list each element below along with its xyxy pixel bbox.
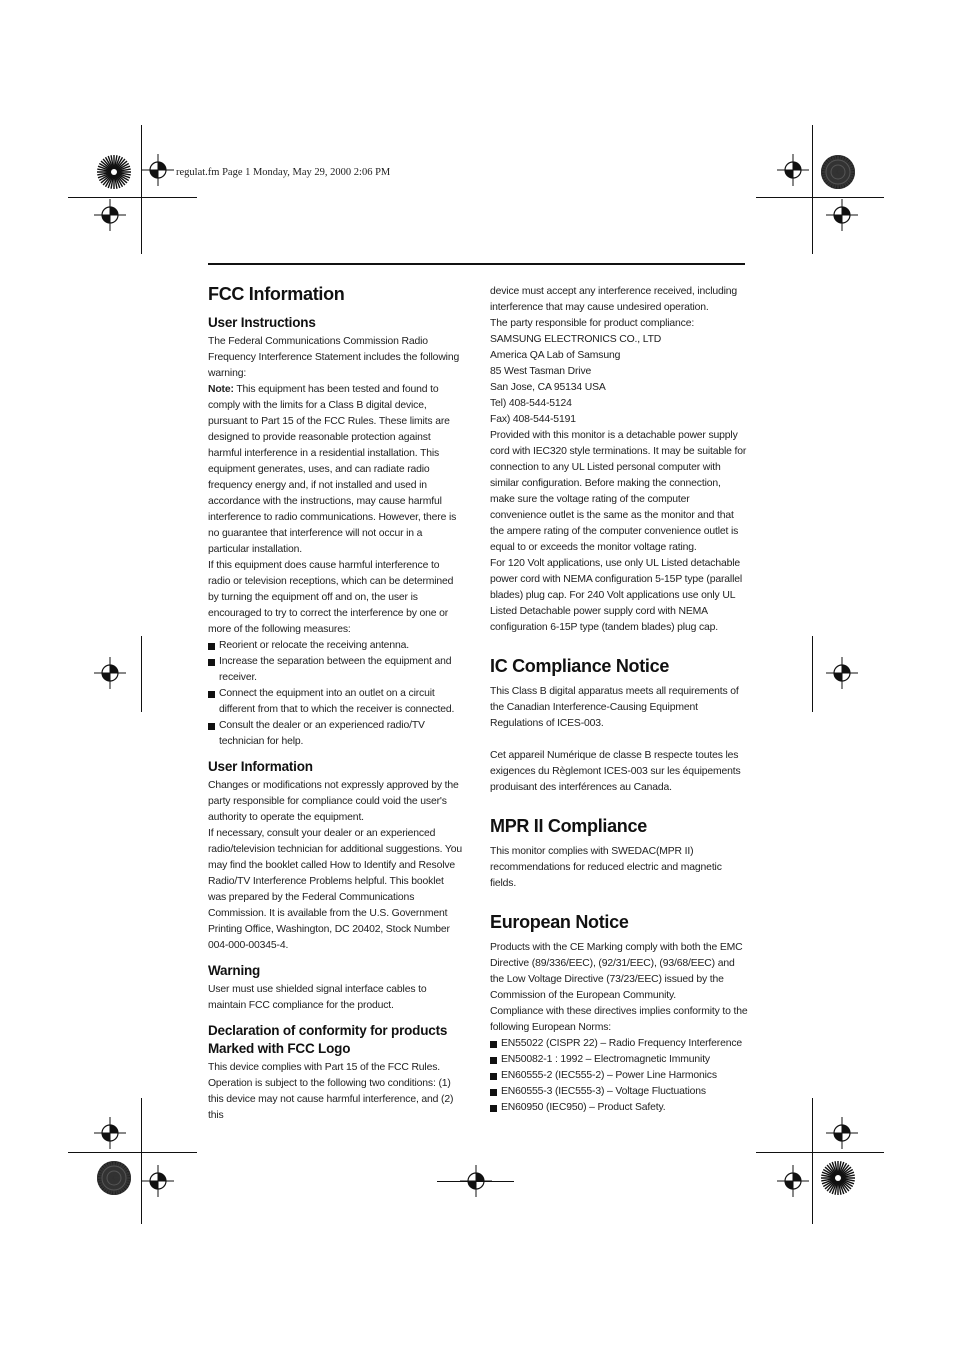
list-item: Consult the dealer or an experienced radio/TV technician for help. xyxy=(208,718,464,750)
user-information-p2: If necessary, consult your dealer or an experienced radio/television technician for additional suggestions. You may find the booklet called How to Identify and Resolve Radio/TV Interference Problems helpful. This booklet was prepared by the Federal Communications Commission. It is available from the U.S. Government Printing Office, Washington, DC 20402, Stock Number 004-000-00345-4. xyxy=(208,828,462,951)
crop-line xyxy=(756,1152,884,1153)
declaration-text: This device complies with Part 15 of the FCC Rules. Operation is subject to the following two conditions: (1) this device may not cause harmful interference, and (2) this xyxy=(208,1062,454,1121)
list-item: EN55022 (CISPR 22) – Radio Frequency Interference xyxy=(490,1036,748,1052)
address-line: America QA Lab of Samsung xyxy=(490,350,621,361)
registration-mark-icon xyxy=(824,1115,860,1151)
square-bullet-icon xyxy=(490,1089,497,1096)
fcc-if-text: If this equipment does cause harmful interference to radio or television receptions, which can be determined by turning the equipment off and on, the user is encouraged to try to correct the interference by one or more of the following measures: xyxy=(208,560,454,635)
crop-line xyxy=(812,125,813,254)
address-line: 85 West Tasman Drive xyxy=(490,366,592,377)
fcc-note xyxy=(208,382,464,558)
party-line: The party responsible for product compliance: xyxy=(490,318,695,329)
square-bullet-icon xyxy=(208,659,215,666)
registration-mark-icon xyxy=(458,1163,494,1199)
european-text2: Compliance with these directives implies conformity to the following European Norms: xyxy=(490,1006,748,1033)
ic-title: IC Compliance Notice xyxy=(490,656,670,676)
fcc-intro: The Federal Communications Commission Radio Frequency Interference Statement includes the following warning: xyxy=(208,336,460,379)
registration-mark-icon xyxy=(775,1163,811,1199)
list-item: EN60555-3 (IEC555-3) – Voltage Fluctuations xyxy=(490,1084,748,1100)
list-item: Reorient or relocate the receiving antenna. xyxy=(208,638,464,654)
note-text: This equipment has been tested and found to comply with the limits for a Class B digital device, pursuant to Part 15 of the FCC Rules. These limits are designed to provide reasonable protection against harmful interference in a residential installation. This equipment generates, uses, and can radiate radio frequency energy and, if not installed and used in accordance with the instructions, may cause harmful interference to radio communications. However, there is no guarantee that interference will not occur in a particular installation. xyxy=(208,384,457,555)
list-item: Connect the equipment into an outlet on a circuit different from that to which the receiver is connected. xyxy=(208,686,464,718)
ic-section xyxy=(490,654,748,796)
registration-mark-icon xyxy=(92,197,128,233)
mpr-title: MPR II Compliance xyxy=(490,816,647,836)
mpr-text: This monitor complies with SWEDAC(MPR II) recommendations for reduced electric and magnetic fields. xyxy=(490,846,722,889)
crop-line xyxy=(812,636,813,712)
star-target-icon xyxy=(820,1160,856,1196)
file-slug: regulat.fm Page 1 Monday, May 29, 2000 2:06 PM xyxy=(176,167,391,178)
warning-text: User must use shielded signal interface cables to maintain FCC compliance for the product. xyxy=(208,984,427,1011)
star-target-icon xyxy=(96,1160,132,1196)
square-bullet-icon xyxy=(208,691,215,698)
measures-list xyxy=(208,638,464,750)
crop-line xyxy=(141,125,142,254)
star-target-icon xyxy=(820,154,856,190)
left-column xyxy=(208,282,464,1124)
square-bullet-icon xyxy=(208,723,215,730)
user-information-p1: Changes or modifications not expressly approved by the party responsible for compliance could void the user's authority to operate the equipment. xyxy=(208,780,459,823)
ic-fr: Cet appareil Numérique de classe B respecte toutes les exigences du Règlemont ICES-003 sur les équipements produisant des interférences au Canada. xyxy=(490,750,741,793)
registration-mark-icon xyxy=(92,1115,128,1151)
header-rule xyxy=(208,263,745,265)
note-label: Note: xyxy=(208,384,234,395)
continuation-text: device must accept any interference received, including interference that may cause undesired operation. xyxy=(490,286,738,313)
registration-mark-icon xyxy=(140,1163,176,1199)
fcc-title: FCC Information xyxy=(208,284,345,304)
address-line: Tel) 408-544-5124 xyxy=(490,398,572,409)
user-instructions-heading: User Instructions xyxy=(208,315,316,330)
list-item: Increase the separation between the equipment and receiver. xyxy=(208,654,464,686)
european-section xyxy=(490,910,748,1116)
crop-line xyxy=(68,197,197,198)
registration-mark-icon xyxy=(92,655,128,691)
registration-mark-icon xyxy=(140,152,176,188)
crop-line xyxy=(812,1098,813,1224)
crop-line xyxy=(141,1098,142,1224)
european-title: European Notice xyxy=(490,912,629,932)
crop-line xyxy=(68,1152,197,1153)
crop-line xyxy=(141,636,142,712)
square-bullet-icon xyxy=(490,1073,497,1080)
power-p2: For 120 Volt applications, use only UL Listed detachable power cord with NEMA configuration 5-15P type (parallel blades) plug cap. For 240 Volt applications use only UL Listed Detachable power supply cord with NEMA configuration 6-15P type (tandem blades) plug cap. xyxy=(490,558,743,633)
user-information-heading: User Information xyxy=(208,759,313,774)
square-bullet-icon xyxy=(208,643,215,650)
star-target-icon xyxy=(96,154,132,190)
registration-mark-icon xyxy=(775,152,811,188)
ic-en: This Class B digital apparatus meets all requirements of the Canadian Interference-Causing Equipment Regulations of ICES-003. xyxy=(490,686,739,729)
square-bullet-icon xyxy=(490,1041,497,1048)
right-column xyxy=(490,284,748,1116)
list-item: EN60950 (IEC950) – Product Safety. xyxy=(490,1100,748,1116)
square-bullet-icon xyxy=(490,1057,497,1064)
mpr-section xyxy=(490,814,748,892)
european-text: Products with the CE Marking comply with both the EMC Directive (89/336/EEC), (92/31/EEC), (93/68/EEC) and the Low Voltage Directive (73/23/EEC) issued by the Commission of the European Community. xyxy=(490,942,743,1001)
registration-mark-icon xyxy=(824,197,860,233)
registration-mark-icon xyxy=(824,655,860,691)
power-p1: Provided with this monitor is a detachable power supply cord with IEC320 style terminations. It may be suitable for connection to any UL Listed personal computer with similar configuration. Before making the connection, make sure the voltage rating of the computer convenience outlet is the same as the monitor and that the ampere rating of the computer convenience outlet is equal to or exceeds the monitor voltage rating. xyxy=(490,430,747,553)
warning-heading: Warning xyxy=(208,963,261,978)
address-line: SAMSUNG ELECTRONICS CO., LTD xyxy=(490,334,662,345)
norms-list xyxy=(490,1036,748,1116)
list-item: EN50082-1 : 1992 – Electromagnetic Immunity xyxy=(490,1052,748,1068)
crop-line xyxy=(756,197,884,198)
square-bullet-icon xyxy=(490,1105,497,1112)
list-item: EN60555-2 (IEC555-2) – Power Line Harmonics xyxy=(490,1068,748,1084)
declaration-heading: Declaration of conformity for products Marked with FCC Logo xyxy=(208,1023,448,1056)
address-line: San Jose, CA 95134 USA xyxy=(490,382,606,393)
address-line: Fax) 408-544-5191 xyxy=(490,414,576,425)
